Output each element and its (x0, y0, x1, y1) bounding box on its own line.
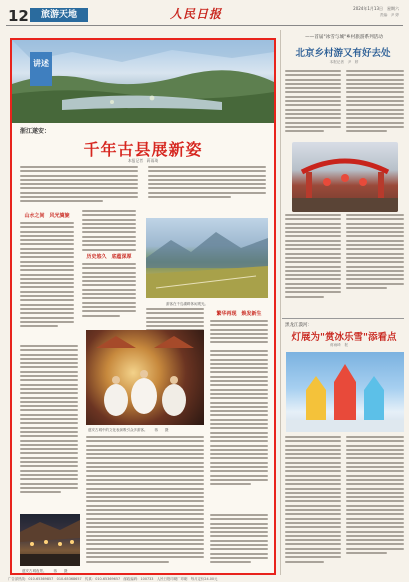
photo-caption: 遂安古城中的文化表演吸引众多游客。 蒋 摄 (88, 428, 169, 432)
ice-lantern-photo (286, 352, 404, 432)
header-rule (6, 25, 403, 26)
story-tag: 讲述 (30, 52, 52, 86)
right-article-2-byline: 蒋雨琦 报 (330, 343, 348, 347)
section-head: 繁华再现 焕发新生 (216, 311, 262, 317)
article-byline: 本报记者 蒋雨琦 (127, 158, 159, 163)
body-col-7 (86, 436, 204, 571)
right-article-title[interactable]: 北京乡村游又有好去处 (295, 48, 391, 59)
right-article-kicker: ——首届"冰雪与城"乡村旅游系列活动 (305, 35, 383, 40)
page-header (0, 0, 409, 30)
issue-date: 2024年1月13日 星期六 (353, 6, 399, 11)
section-tag: 旅游天地 (30, 8, 88, 22)
editor-credit: 责编：尹 婷 (379, 13, 399, 17)
masthead-logo: 人民日报 (170, 7, 223, 21)
body-col-4 (210, 308, 268, 348)
body-col-1 (20, 210, 74, 340)
right-article-2-title[interactable]: 灯展为"赏冰乐雪"添看点 (291, 332, 397, 343)
right-body-col-3 (285, 214, 341, 314)
right-article-2-kicker: 黑龙江漠河： (285, 323, 312, 328)
performance-photo (86, 330, 204, 425)
landscape-photo (146, 218, 268, 298)
intro-text-right (148, 166, 266, 208)
photo-caption: 遂安古城夜景。 蒋 摄 (22, 569, 68, 573)
body-col-8 (210, 514, 268, 572)
body-col-5 (20, 345, 78, 510)
right-body-col-6 (346, 436, 404, 572)
right-body-col-5 (285, 436, 341, 572)
right-body-col-4 (346, 214, 404, 314)
intro-text-left (20, 166, 138, 208)
right-body-col-2 (346, 70, 404, 140)
right-article-byline: 本报记者 尹 婷 (329, 60, 359, 64)
page-footer: 广告部热线：010-65369857 010-65368657 传真：010-65369657 邮政编码：100733 人民日报印刷厂印刷 每月定价24.00元 (8, 577, 218, 581)
column-divider (280, 30, 281, 575)
body-col-2 (82, 210, 136, 340)
night-street-photo (20, 514, 80, 566)
main-article[interactable] (10, 38, 276, 575)
page-number: 12 (8, 7, 29, 25)
body-col-6 (210, 350, 268, 510)
hero-photo (12, 40, 274, 123)
article-title[interactable]: 千年古县展新姿 (83, 140, 203, 159)
section-head: 山水之间 风光旖旎 (24, 213, 70, 219)
article-kicker: 浙江遂安： (20, 128, 51, 135)
right-divider (282, 318, 404, 319)
village-gate-photo (292, 142, 398, 212)
right-body-col-1 (285, 70, 341, 140)
photo-caption: 游客在千岛湖畔休闲观光。 (166, 302, 208, 306)
section-head: 历史悠久 底蕴深厚 (86, 253, 132, 260)
